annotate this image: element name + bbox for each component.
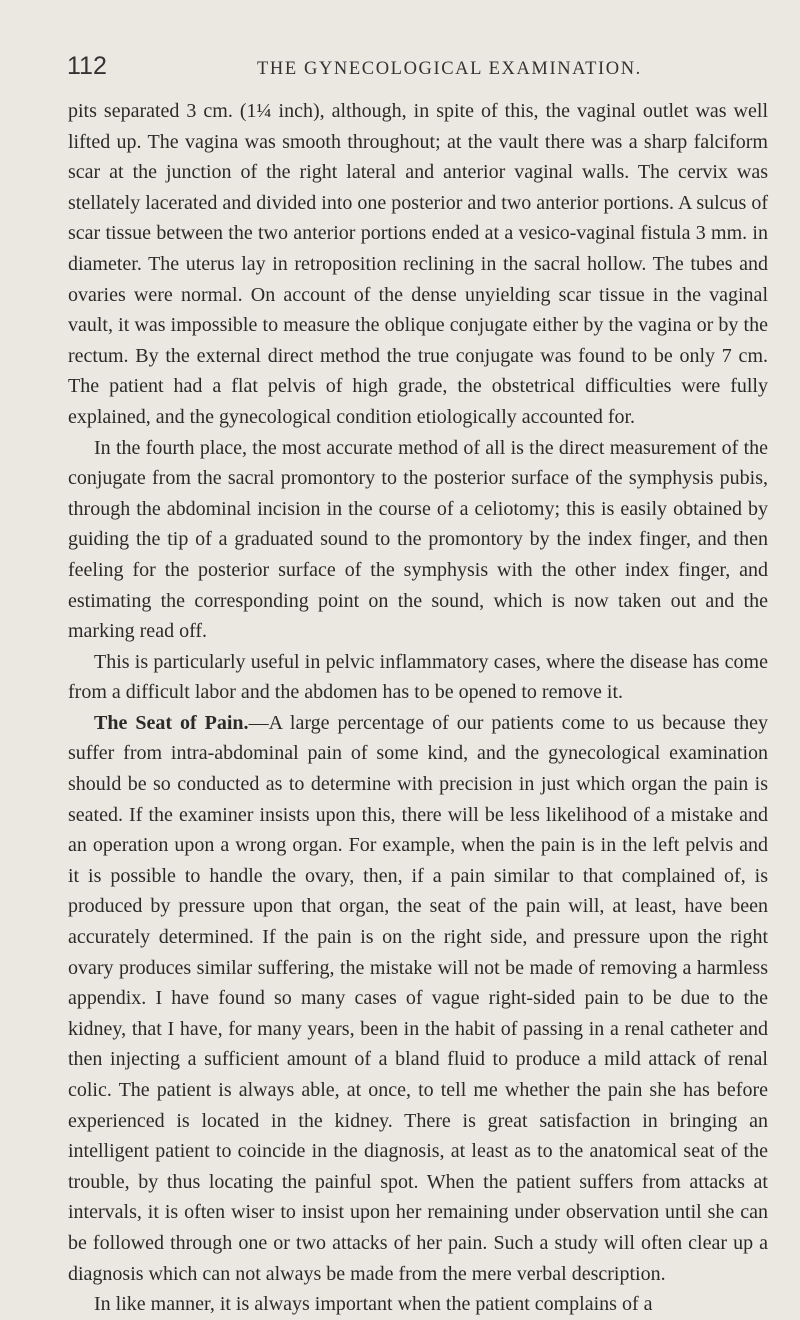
paragraph-seat-of-pain bbox=[68, 708, 768, 1289]
paragraph-text: In the fourth place, the most accurate method of all is the direct measurement of the conjugate from the sacral promontory to the posterior surface of the symphysis pubis, through the abdominal incision in the course of a celiotomy; this is easily obtained by guiding the tip of a graduated sound to the promontory by the index finger, and then feeling for the posterior surface of the symphysis with the other index finger, and estimating the corresponding point on the sound, which is now taken out and the marking read off. bbox=[68, 436, 768, 643]
paragraph-text: pits separated 3 cm. (1¼ inch), although, in spite of this, the vaginal outlet was well lifted up. The vagina was smooth throughout; at the vault there was a sharp falciform scar at the junction of the right lateral and anterior vaginal walls. The cervix was stellately lacerated and divided into one posterior and two anterior portions. A sulcus of scar tissue between the two anterior portions ended at a vesico-vaginal fistula 3 mm. in diameter. The uterus lay in retroposition reclining in the sacral hollow. The tubes and ovaries were normal. On account of the dense unyielding scar tissue in the vaginal vault, it was impossible to measure the oblique conjugate either by the vagina or by the rectum. By the external direct method the true conjugate was found to be only 7 cm. The patient had a flat pelvis of high grade, the obstetrical difficulties were fully explained, and the gynecological condition etiologically accounted for. bbox=[68, 100, 768, 428]
page-number: 112 bbox=[67, 52, 107, 80]
paragraph-text: —A large percentage of our patients come to us because they suffer from intra-abdominal pain of some kind, and the gynecological examination should be so conducted as to determine with precision in just which organ the pain is seated. If the examiner insists upon this, there will be less likelihood of a mistake and an operation upon a wrong organ. For example, when the pain is in the left pelvis and it is possible to handle the ovary, then, if a pain similar to that complained of, is produced by pressure upon that organ, the seat of the pain will, at least, have been accurately determined. If the pain is on the right side, and pressure upon the right ovary produces similar suffering, the mistake will not be made of removing a harmless appendix. I have found so many cases of vague right-sided pain to be due to the kidney, that I have, for many years, been in the habit of passing in a renal catheter and then injecting a sufficient amount of a bland fluid to produce a mild attack of renal colic. The patient is always able, at once, to tell me whether the pain she has before experienced is located in the kidney. There is great satisfaction in bringing an intelligent patient to coincide in the diagnosis, at least as to the anatomical seat of the trouble, by thus locating the painful spot. When the patient suffers from attacks at intervals, it is often wiser to insist upon her remaining under observation until she can be followed through one or two attacks of her pain. Such a study will often clear up a diagnosis which can not always be made from the mere verbal description. bbox=[68, 711, 769, 1285]
running-title: THE GYNECOLOGICAL EXAMINATION. bbox=[257, 59, 642, 79]
paragraph-direct-measurement bbox=[68, 433, 768, 647]
paragraph-text: In like manner, it is always important when the patient complains of a bbox=[94, 1293, 653, 1316]
section-heading-seat-of-pain: The Seat of Pain. bbox=[94, 711, 249, 734]
paragraph-text: This is particularly useful in pelvic inflammatory cases, where the disease has come from a difficult labor and the abdomen has to be opened to remove it. bbox=[68, 650, 768, 704]
paragraph-pelvic-inflammatory bbox=[68, 647, 768, 708]
page-header bbox=[67, 52, 767, 86]
paragraph-like-manner bbox=[68, 1289, 768, 1320]
paragraph-continued bbox=[68, 96, 768, 433]
body-text bbox=[68, 96, 768, 1320]
